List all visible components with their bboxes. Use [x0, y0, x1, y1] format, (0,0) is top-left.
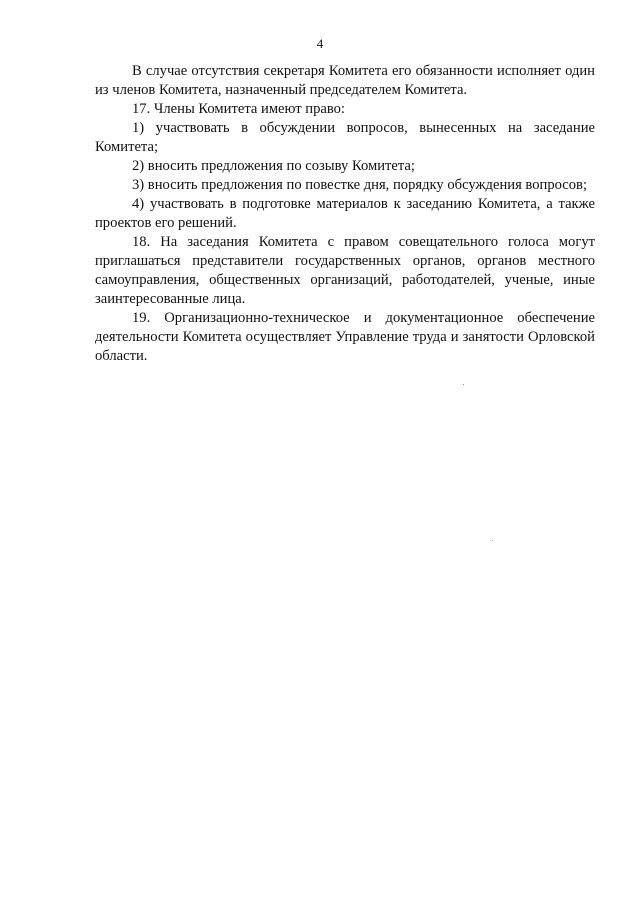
paragraph-17-item-4: 4) участвовать в подготовке материалов к заседанию Комитета, а также проектов его решений. [95, 196, 595, 231]
page-number: 4 [316, 36, 324, 51]
paragraph-19-organizational-support: 19. Организационно-техническое и документационное обеспечение деятельности Комитета осуществляет Управление труда и занятости Орловской области. [95, 310, 595, 364]
scan-speck [463, 384, 464, 385]
scan-speck [492, 540, 493, 541]
document-body [95, 62, 595, 366]
paragraph-17-item-2: 2) вносить предложения по созыву Комитета; [132, 158, 415, 174]
paragraph-17-item-3: 3) вносить предложения по повестке дня, порядку обсуждения вопросов; [132, 177, 587, 193]
paragraph-17-members-rights: 17. Члены Комитета имеют право: [132, 101, 345, 117]
paragraph-17-item-1: 1) участвовать в обсуждении вопросов, вынесенных на заседание Комитета; [95, 120, 595, 155]
paragraph-secretary-substitute: В случае отсутствия секретаря Комитета его обязанности исполняет один из членов Комитета, назначенный председателем Комитета. [95, 63, 595, 98]
paragraph-18-invited-persons: 18. На заседания Комитета с правом совещательного голоса могут приглашаться представители государственных органов, органов местного самоуправления, общественных организаций, работодателей, ученые, иные заинтересованные лица. [95, 234, 595, 307]
